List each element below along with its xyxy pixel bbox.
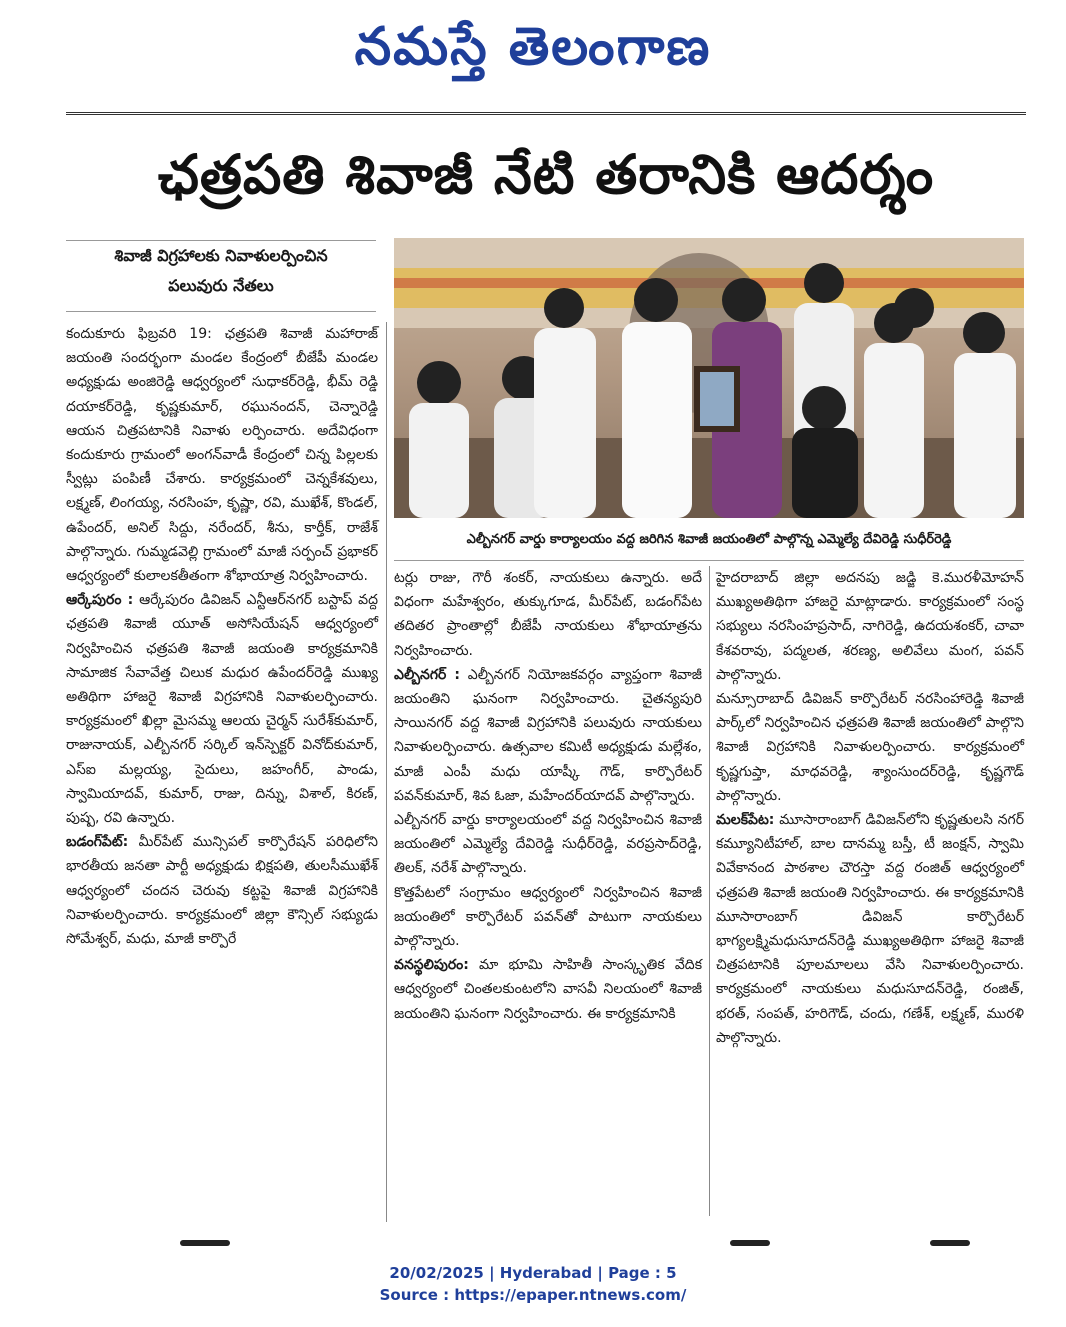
article-paragraph: [66, 830, 378, 951]
paragraph-text: మీర్‌పేట్ మున్సిపల్ కార్పొరేషన్ పరిధిలోని భారతీయ జనతా పార్టీ అధ్యక్షుడు భిక్షపతి, తులసీముఖేశ్ ఆధ్వర్యంలో చందన చెరువు కట్టపై శివాజీ విగ్రహానికి నివాళులర్పించారు. కార్యక్రమంలో జిల్లా కౌన్సిల్ సభ్యుడు సోమేశ్వర్, మధు, మాజీ కార్పొరే: [66, 834, 378, 948]
column-divider: [709, 566, 710, 1216]
edition-info: 20/02/2025 | Hyderabad | Page : 5: [389, 1264, 677, 1282]
photo-caption: ఎల్బీనగర్ వార్డు కార్యాలయం వద్ద జరిగిన శివాజీ జయంతిలో పాల్గొన్న ఎమ్మెల్యే దేవిరెడ్డి సుధీర్‌రెడ్డి: [394, 520, 1024, 561]
subheadline: [66, 240, 376, 312]
article-paragraph: [394, 953, 702, 1026]
page-edge-mark: [930, 1240, 970, 1246]
article-paragraph: హైదరాబాద్ జిల్లా అదనపు జడ్జి కె.మురళీమోహన్ ముఖ్యఅతిథిగా హాజరై మాట్లాడారు. కార్యక్రమంలో సంస్థ సభ్యులు నరసింహప్రసాద్, నాగిరెడ్డి, ఉదయశంకర్, చావా కేశవరావు, పద్మలత, శరణ్య, అలివేలు మంగ, పవన్ పాల్గొన్నారు.: [716, 570, 1024, 683]
column-divider: [386, 322, 387, 1222]
headline: ఛత్రపతి శివాజీ నేటి తరానికి ఆదర్శం: [157, 143, 935, 206]
page-edge-mark: [180, 1240, 230, 1246]
dateline: ఆర్కేపురం :: [66, 592, 134, 609]
masthead-logo: నమస్తే తెలంగాణ: [354, 17, 712, 77]
page-footer: [0, 1262, 1066, 1306]
masthead-divider: [66, 112, 1026, 115]
article-paragraph: టర్లు రాజు, గౌరీ శంకర్, నాయకులు ఉన్నారు. అదే విధంగా మహేశ్వరం, తుక్కుగూడ, మీర్‌పేట్, బడంగ్‌పేట తదితర ప్రాంతాల్లో బీజేపీ నాయకులు శోభాయాత్రను నిర్వహించారు.: [394, 570, 702, 659]
article-column-2: [394, 566, 702, 1216]
subheadline-line-1: శివాజీ విగ్రహాలకు నివాళులర్పించిన: [114, 246, 328, 265]
article-paragraph: మన్సూరాబాద్ డివిజన్ కార్పొరేటర్ నరసింహారెడ్డి శివాజీ పార్క్‌లో నిర్వహించిన ఛత్రపతి శివాజీ జయంతిలో పాల్గొని శివాజీ విగ్రహానికి నివాళులర్పించారు. కార్యక్రమంలో కృష్ణగుప్తా, మాధవరెడ్డి, శ్యాంసుందర్‌రెడ్డి, కృష్ణగౌడ్ పాల్గొన్నారు.: [716, 691, 1024, 804]
article-column-3: [716, 566, 1024, 1216]
event-photo: [394, 238, 1024, 518]
dateline: మలక్‌పేట:: [716, 812, 775, 829]
dateline: ఎల్బీనగర్ :: [394, 666, 461, 683]
paragraph-text: ఆర్కేపురం డివిజన్ ఎన్టీఆర్‌నగర్ బస్టాప్ వద్ద ఛత్రపతి శివాజీ యూత్ అసోసియేషన్ ఆధ్వర్యంలో నిర్వహించిన ఛత్రపతి శివాజీ జయంతి కార్యక్రమానికి సామాజిక సేవావేత్త చిలుక మధుర ఉపేందర్‌రెడ్డి ముఖ్య అతిథిగా హాజరై శివాజీ విగ్రహానికి నివాళులర్పించారు. కార్యక్రమంలో ఖిల్లా మైసమ్మ ఆలయ చైర్మన్ సురేశ్‌కుమార్, రాజునాయక్, ఎల్బీనగర్ సర్కిల్ ఇన్‌స్పెక్టర్ వినోద్‌కుమార్, ఎస్ఐ మల్లయ్య, సైదులు, జహంగీర్, పాండు, స్వామియాదవ్, కుమార్, రాజు, దిన్ను, విశాల్, కిరణ్, పుష్ప, రవి ఉన్నారు.: [66, 592, 378, 827]
article-paragraph: కొత్తపేటలో సంగ్రామం ఆధ్వర్యంలో నిర్వహించిన శివాజీ జయంతిలో కార్పొరేటర్ పవన్‌తో పాటుగా నాయకులు పాల్గొన్నారు.: [394, 884, 702, 950]
article-paragraph: [716, 808, 1024, 1050]
source-link[interactable]: Source : https://epaper.ntnews.com/: [379, 1286, 687, 1304]
article-column-1: [66, 322, 378, 1222]
paragraph-text: ఎల్బీనగర్ నియోజకవర్గం వ్యాప్తంగా శివాజీ జయంతిని ఘనంగా నిర్వహించారు. చైతన్యపురి సాయినగర్ వద్ద శివాజీ విగ్రహానికి పలువురు నాయకులు నివాళులర్పించారు. ఉత్సవాల కమిటీ అధ్యక్షుడు మల్లేశం, మాజీ ఎంపీ మధు యాష్కీ గౌడ్, కార్పొరేటర్ పవన్‌కుమార్, శివ ఓజా, మహేందర్‌యాదవ్ పాల్గొన్నారు.: [394, 666, 703, 804]
article-paragraph: ఎల్బీనగర్ వార్డు కార్యాలయంలో వద్ద నిర్వహించిన శివాజీ జయంతిలో ఎమ్మెల్యే దేవిరెడ్డి సుధీర్‌రెడ్డి, వరప్రసాద్‌రెడ్డి, తిలక్, నరేశ్ పాల్గొన్నారు.: [394, 812, 702, 877]
article-paragraph: [66, 588, 378, 830]
paragraph-text: మూసారాంబాగ్ డివిజన్‌లోని కృష్ణతులసి నగర్ కమ్యూనిటీహాల్, బాల దానమ్మ బస్తీ, టీ జంక్షన్, స్వామి వివేకానంద పాఠశాల చౌరస్తా వద్ద రంజిత్ ఆధ్వర్యంలో ఛత్రపతి శివాజీ జయంతి నిర్వహించారు. ఈ కార్యక్రమానికి మూసారాంబాగ్ డివిజన్ కార్పొరేటర్ భాగ్యలక్ష్మిమధుసూదన్‌రెడ్డి ముఖ్యఅతిథిగా హాజరై శివాజీ చిత్రపటానికి పూలమాలలు వేసి నివాళులర్పించారు. కార్యక్రమంలో నాయకులు మధుసూదన్‌రెడ్డి, రంజిత్, భరత్, సంపత్, హరిగౌడ్, చందు, గణేశ్, లక్ష్మణ్, మురళి పాల్గొన్నారు.: [716, 812, 1024, 1046]
article-paragraph: కందుకూరు ఫిబ్రవరి 19: ఛత్రపతి శివాజీ మహారాజ్ జయంతి సందర్భంగా మండల కేంద్రంలో బీజేపీ మండల అధ్యక్షుడు అంజిరెడ్డి ఆధ్వర్యంలో సుధాకర్‌రెడ్డి, భీమ్ రెడ్డి దయాకర్‌రెడ్డి, కృష్ణకుమార్, రఘునందన్, చెన్నారెడ్డి ఆయన చిత్రపటానికి నివాళు లర్పించారు. అదేవిధంగా కందుకూరు గ్రామంలో అంగన్‌వాడీ కేంద్రంలో చిన్న పిల్లలకు స్వీట్లు పంపిణీ చేశారు. కార్యక్రమంలో చెన్నకేశవులు, లక్ష్మణ్, లింగయ్య, నరసింహ, కృష్ణా, రవి, ముఖేశ్, కొండల్, ఉపేందర్, అనిల్ సిద్దు, నరేందర్, శీను, కార్తీక్, రాజేశ్ పాల్గొన్నారు. గుమ్మడవెల్లి గ్రామంలో మాజీ సర్పంచ్ ప్రభాకర్ ఆధ్వర్యంలో కులాలకతీతంగా శోభాయాత్ర నిర్వహించారు.: [66, 326, 378, 585]
paragraph-text: మా భూమి సాహితీ సాంస్కృతిక వేదిక ఆధ్వర్యంలో చింతలకుంటలోని వాసవీ నిలయంలో శివాజీ జయంతిని ఘనంగా నిర్వహించారు. ఈ కార్యక్రమానికి: [394, 957, 703, 1022]
subheadline-line-2: పలువురు నేతలు: [168, 276, 274, 295]
dateline: వనస్థలిపురం:: [394, 957, 469, 974]
page-edge-mark: [730, 1240, 770, 1246]
dateline: బడంగ్‌పేట్:: [66, 834, 129, 851]
article-paragraph: [394, 663, 702, 808]
